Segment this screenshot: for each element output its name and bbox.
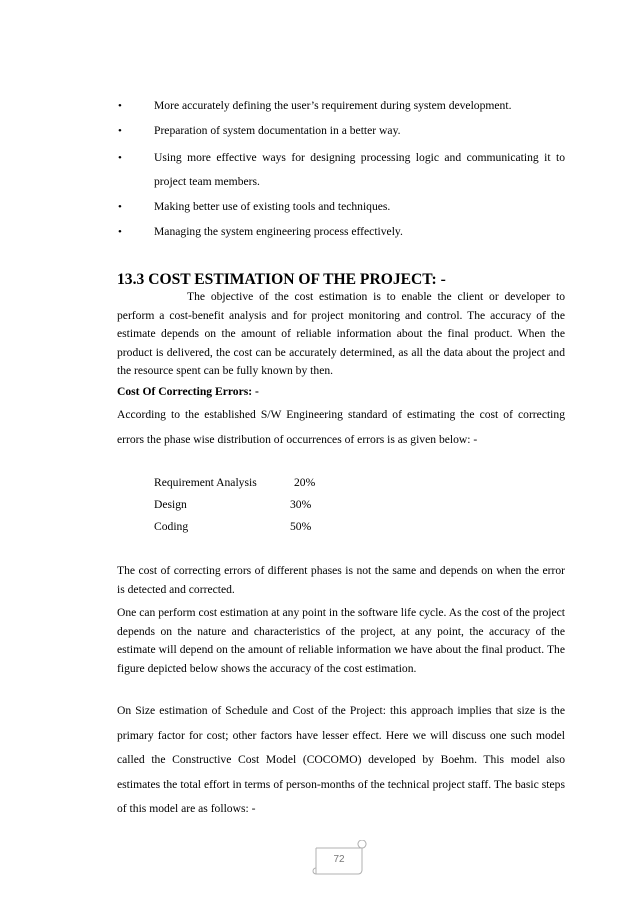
error-distribution-table — [154, 472, 354, 538]
list-item — [117, 146, 565, 194]
page-footer — [308, 840, 370, 880]
phase-label: Coding — [154, 520, 189, 533]
paragraph-error-distribution-intro: According to the established S/W Engineering standard of estimating the cost of correcting errors the phase wise distribution of occurrences of errors is as given below: - — [117, 408, 565, 446]
table-row — [154, 516, 354, 538]
phase-percent: 50% — [290, 520, 312, 533]
list-item-text: More accurately defining the user’s requirement during system development. — [154, 99, 512, 112]
list-item — [117, 197, 565, 217]
section-heading: 13.3 COST ESTIMATION OF THE PROJECT: - — [117, 271, 446, 288]
paragraph-error-cost-phases: The cost of correcting errors of different phases is not the same and depends on when the error is detected and corrected. — [117, 564, 565, 596]
phase-percent: 30% — [290, 498, 312, 511]
bullet-list — [117, 96, 565, 247]
list-item — [117, 96, 565, 116]
paragraph-cocomo: On Size estimation of Schedule and Cost of the Project: this approach implies that size is the primary factor for cost; other factors have lesser effect. Here we will discuss one such model called the Constructive Cost Model (COCOMO) developed by Boehm. This model also estimates the total effort in terms of person-months of the technical project staff. The basic steps of this model are as follows: - — [117, 704, 565, 815]
page-number: 72 — [333, 854, 345, 865]
list-item-text: Preparation of system documentation in a better way. — [154, 124, 401, 137]
subheading-cost-of-correcting-errors: Cost Of Correcting Errors: - — [117, 385, 259, 398]
paragraph-lifecycle-estimation: One can perform cost estimation at any point in the software life cycle. As the cost of the project depends on the nature and characteristics of the project, at any point, the accuracy of the estimate will depend on the amount of reliable information we have about the final product. The figure depicted below shows the accuracy of the cost estimation. — [117, 606, 565, 675]
bullet-icon: • — [118, 152, 122, 164]
list-item-text: Making better use of existing tools and techniques. — [154, 200, 391, 213]
bullet-icon: • — [118, 125, 122, 137]
phase-label: Design — [154, 498, 187, 511]
list-item-text: Managing the system engineering process effectively. — [154, 225, 403, 238]
paragraph-cost-estimation-objective: The objective of the cost estimation is to enable the client or developer to perform a cost-benefit analysis and for project monitoring and control. The accuracy of the estimate depends on the amount of reliable information about the final product. When the product is delivered, the cost can be accurately determined, as all the data about the project and the resource spent can be fully known by then. — [117, 290, 565, 378]
bullet-icon: • — [118, 226, 122, 238]
table-row — [154, 472, 354, 494]
list-item-text: Using more effective ways for designing processing logic and communicating it to project team members. — [154, 151, 565, 188]
bullet-icon: • — [118, 201, 122, 213]
bullet-icon: • — [118, 100, 122, 112]
table-row — [154, 494, 354, 516]
list-item — [117, 222, 565, 242]
phase-percent: 20% — [294, 476, 316, 489]
phase-label: Requirement Analysis — [154, 476, 257, 489]
list-item — [117, 121, 565, 141]
